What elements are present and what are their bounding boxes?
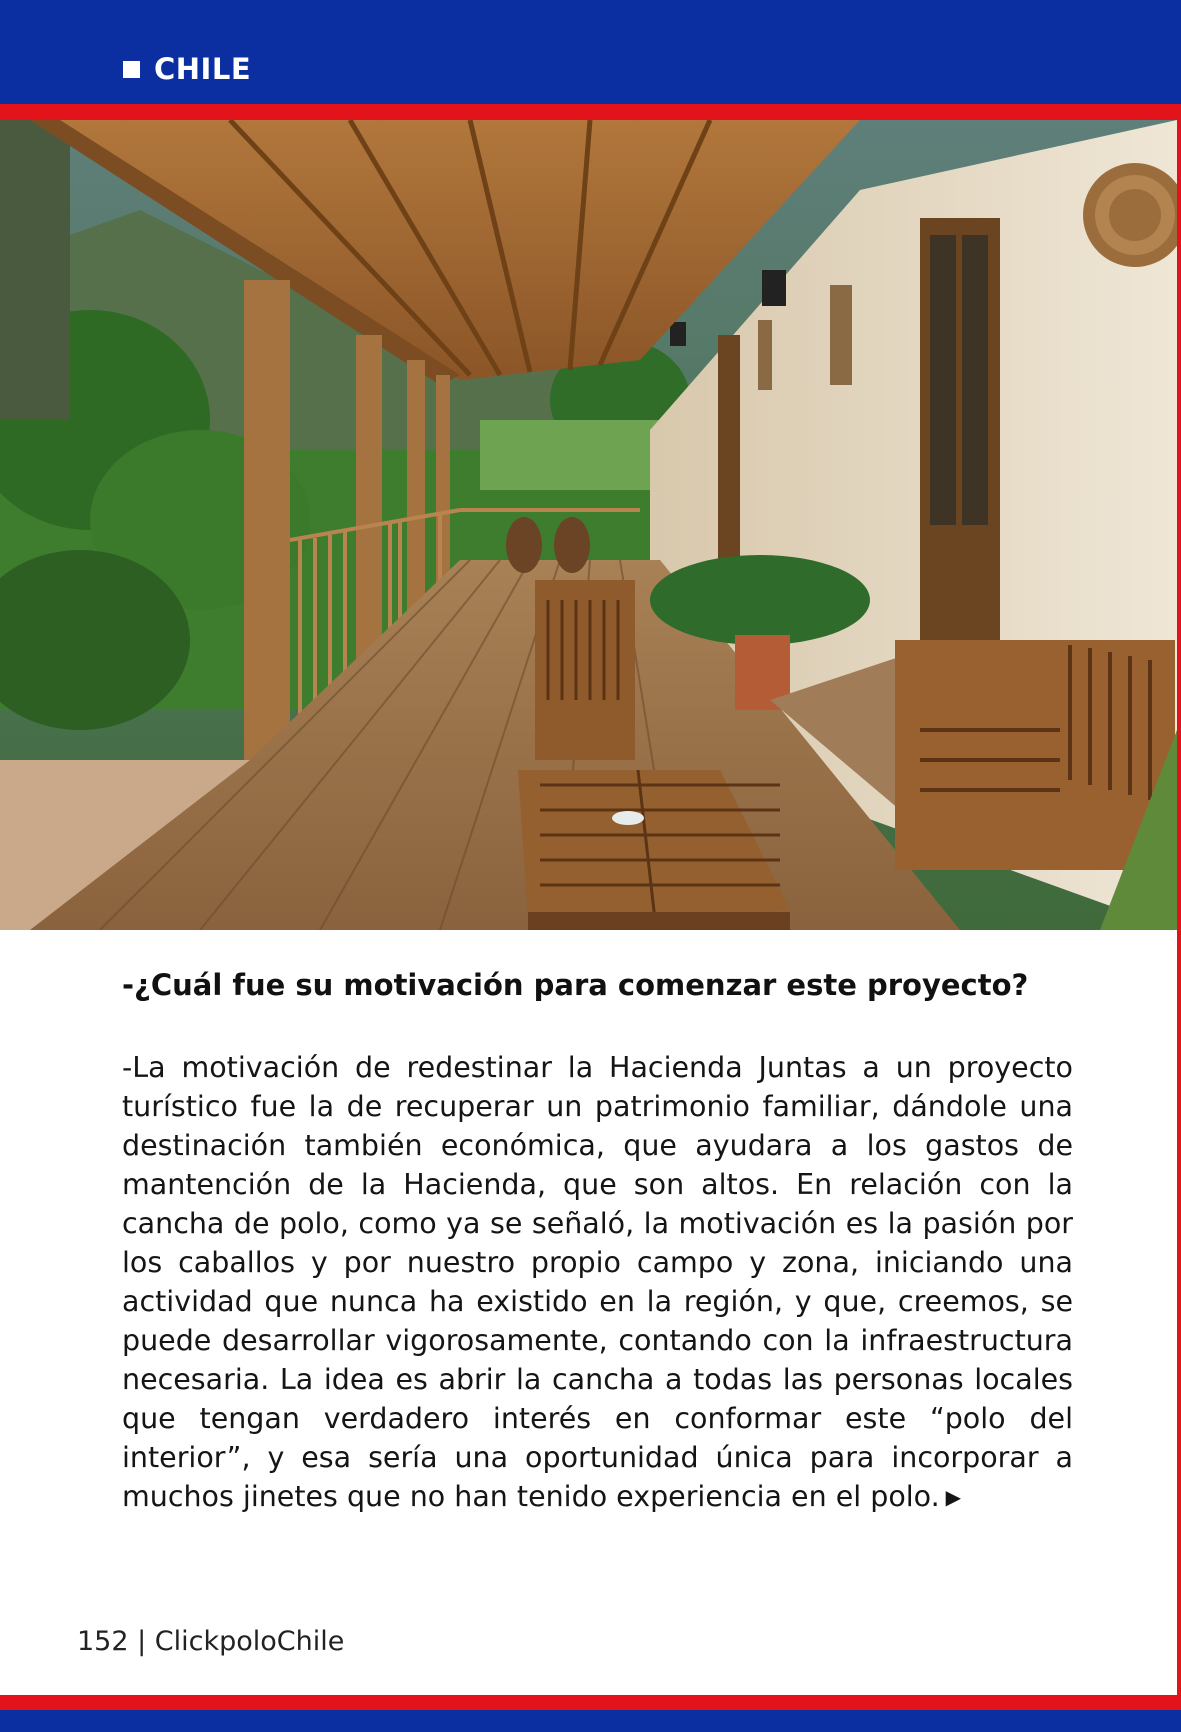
answer-text: -La motivación de redestinar la Hacienda Juntas a un proyecto turístico fue la de recuperar un patrimonio familiar, dándole una destinación también económica, que ayudara a los gastos de mantención de la Hacienda, que son altos. En relación con la cancha de polo, como ya se señaló, la motivación es la pasión por los caballos y por nuestro propio campo y zona, iniciando una actividad que nunca ha existido en la región, y que, creemos, se puede desarrollar vigorosamente, contando con la infraestructura necesaria. La idea es abrir la cancha a todas las personas locales que tengan verdadero interés en conformar este “polo del interior”, y esa sería una oportunidad única para incorporar a muchos jinetes que no han tenido experiencia en el polo.: [122, 1051, 1073, 1513]
header-red-stripe: [0, 104, 1181, 120]
square-bullet-icon: [123, 61, 140, 78]
right-edge-stripe: [1177, 120, 1181, 1695]
footer-red-stripe: [0, 1695, 1181, 1710]
veranda-photo: [0, 120, 1177, 930]
section-title: CHILE: [154, 52, 252, 86]
continue-arrow-icon: ▶: [945, 1485, 962, 1509]
section-label: [123, 52, 251, 86]
page-footer: 152 | ClickpoloChile: [77, 1626, 345, 1657]
interview-question: -¿Cuál fue su motivación para comenzar este proyecto?: [122, 968, 1029, 1002]
interview-answer: [122, 1048, 1073, 1517]
footer-blue-bar: [0, 1710, 1181, 1732]
